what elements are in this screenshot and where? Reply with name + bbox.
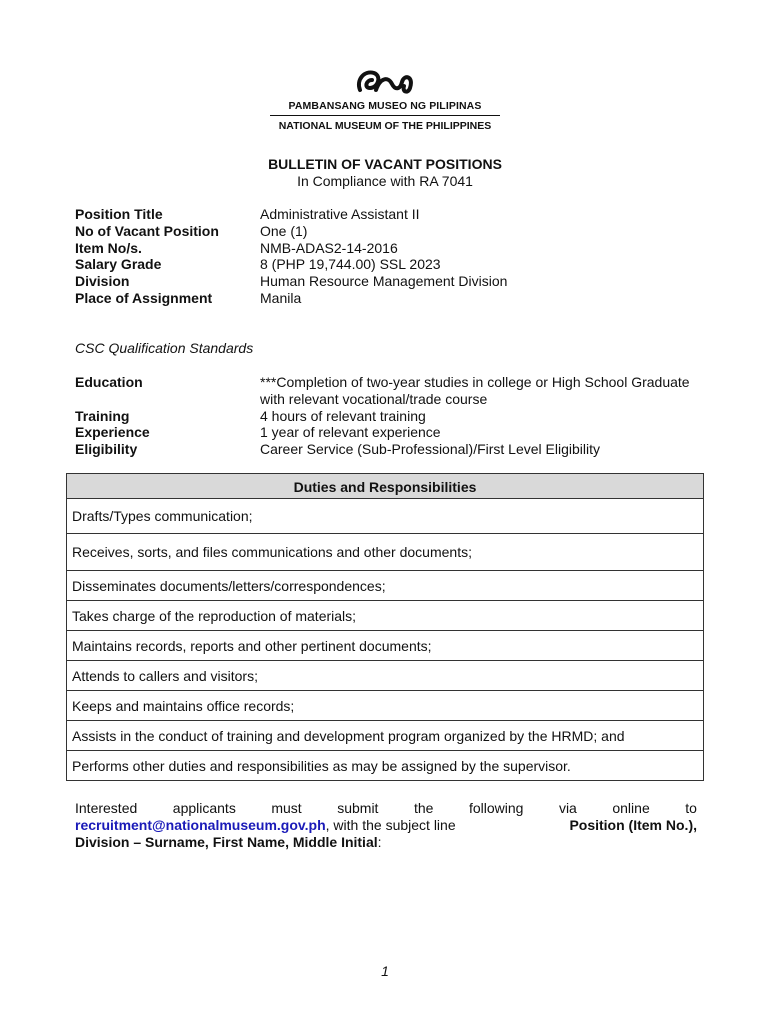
instruction-word: applicants bbox=[172, 800, 236, 816]
duty-row: Assists in the conduct of training and development program organized by the HRMD; and bbox=[67, 721, 703, 751]
duty-row: Attends to callers and visitors; bbox=[67, 661, 703, 691]
duties-heading: Duties and Responsibilities bbox=[67, 474, 703, 499]
duties-table bbox=[66, 473, 704, 781]
qual-label: Eligibility bbox=[75, 441, 138, 458]
document-title: BULLETIN OF VACANT POSITIONS bbox=[268, 156, 502, 172]
info-row-position-title bbox=[75, 206, 680, 223]
logo-text-english: NATIONAL MUSEUM OF THE PHILIPPINES bbox=[278, 120, 492, 132]
instruction-word: must bbox=[271, 800, 302, 816]
info-label: Position Title bbox=[75, 206, 163, 222]
qual-value: 4 hours of relevant training bbox=[260, 407, 426, 424]
info-row-salary-grade bbox=[75, 256, 680, 273]
info-label: Salary Grade bbox=[75, 256, 162, 273]
qualification-standards bbox=[75, 374, 700, 458]
duty-row: Maintains records, reports and other pertinent documents; bbox=[67, 631, 703, 661]
instruction-word: online bbox=[612, 800, 650, 816]
info-value: Manila bbox=[260, 289, 302, 306]
info-row-item-no bbox=[75, 240, 680, 257]
qual-value: 1 year of relevant experience bbox=[260, 424, 441, 441]
duty-row: Keeps and maintains office records; bbox=[67, 691, 703, 721]
instruction-word: Interested bbox=[75, 800, 138, 816]
qual-label: Experience bbox=[75, 424, 150, 441]
subject-format-part2: Division – Surname, First Name, Middle Initial bbox=[75, 833, 378, 850]
duty-row: Drafts/Types communication; bbox=[67, 499, 703, 534]
instruction-word: via bbox=[558, 800, 577, 816]
qual-label: Training bbox=[75, 407, 130, 424]
instruction-word: submit bbox=[337, 800, 379, 816]
info-row-division bbox=[75, 273, 680, 290]
instructions-line-2 bbox=[75, 817, 697, 834]
subject-format-part1: Position (Item No.), bbox=[569, 816, 697, 833]
info-label: No of Vacant Position bbox=[75, 222, 219, 239]
instruction-end: : bbox=[377, 833, 382, 850]
instruction-word: following bbox=[468, 800, 524, 816]
info-value: NMB-ADAS2-14-2016 bbox=[260, 239, 398, 256]
recruitment-email-link[interactable]: recruitment@nationalmuseum.gov.ph bbox=[75, 816, 326, 833]
info-value: 8 (PHP 19,744.00) SSL 2023 bbox=[260, 256, 441, 273]
application-instructions bbox=[75, 800, 697, 850]
info-row-vacant-count bbox=[75, 223, 680, 240]
info-label: Division bbox=[75, 273, 130, 290]
instruction-text: , with the subject line bbox=[325, 816, 460, 833]
qual-row-education bbox=[75, 374, 700, 408]
duty-row: Disseminates documents/letters/correspondences; bbox=[67, 571, 703, 601]
info-row-place bbox=[75, 290, 680, 307]
csc-heading: CSC Qualification Standards bbox=[75, 340, 254, 356]
document-subtitle: In Compliance with RA 7041 bbox=[297, 173, 473, 189]
instructions-line-3 bbox=[75, 834, 697, 851]
info-label: Item No/s. bbox=[75, 239, 142, 256]
duty-row: Performs other duties and responsibilities as may be assigned by the supervisor. bbox=[72, 757, 571, 774]
museum-emblem-icon bbox=[354, 66, 416, 98]
qual-label: Education bbox=[75, 374, 143, 390]
instructions-line-1 bbox=[75, 800, 697, 817]
info-label: Place of Assignment bbox=[75, 289, 213, 306]
qual-value: ***Completion of two-year studies in college or High School Graduate with relevant vocational/trade course bbox=[260, 374, 690, 407]
museum-logo bbox=[270, 66, 500, 132]
instruction-word: to bbox=[685, 800, 697, 816]
page-number: 1 bbox=[381, 963, 389, 979]
logo-text-filipino: PAMBANSANG MUSEO NG PILIPINAS bbox=[270, 100, 500, 116]
info-value: Administrative Assistant II bbox=[260, 206, 420, 222]
qual-row-eligibility bbox=[75, 441, 700, 458]
qual-row-training bbox=[75, 408, 700, 425]
position-info bbox=[75, 206, 680, 307]
info-value: One (1) bbox=[260, 222, 308, 239]
info-value: Human Resource Management Division bbox=[260, 273, 508, 290]
duty-row: Takes charge of the reproduction of materials; bbox=[67, 601, 703, 631]
duty-row: Receives, sorts, and files communications and other documents; bbox=[67, 534, 703, 571]
instruction-word: the bbox=[413, 800, 434, 816]
qual-row-experience bbox=[75, 424, 700, 441]
qual-value: Career Service (Sub-Professional)/First Level Eligibility bbox=[260, 441, 601, 458]
